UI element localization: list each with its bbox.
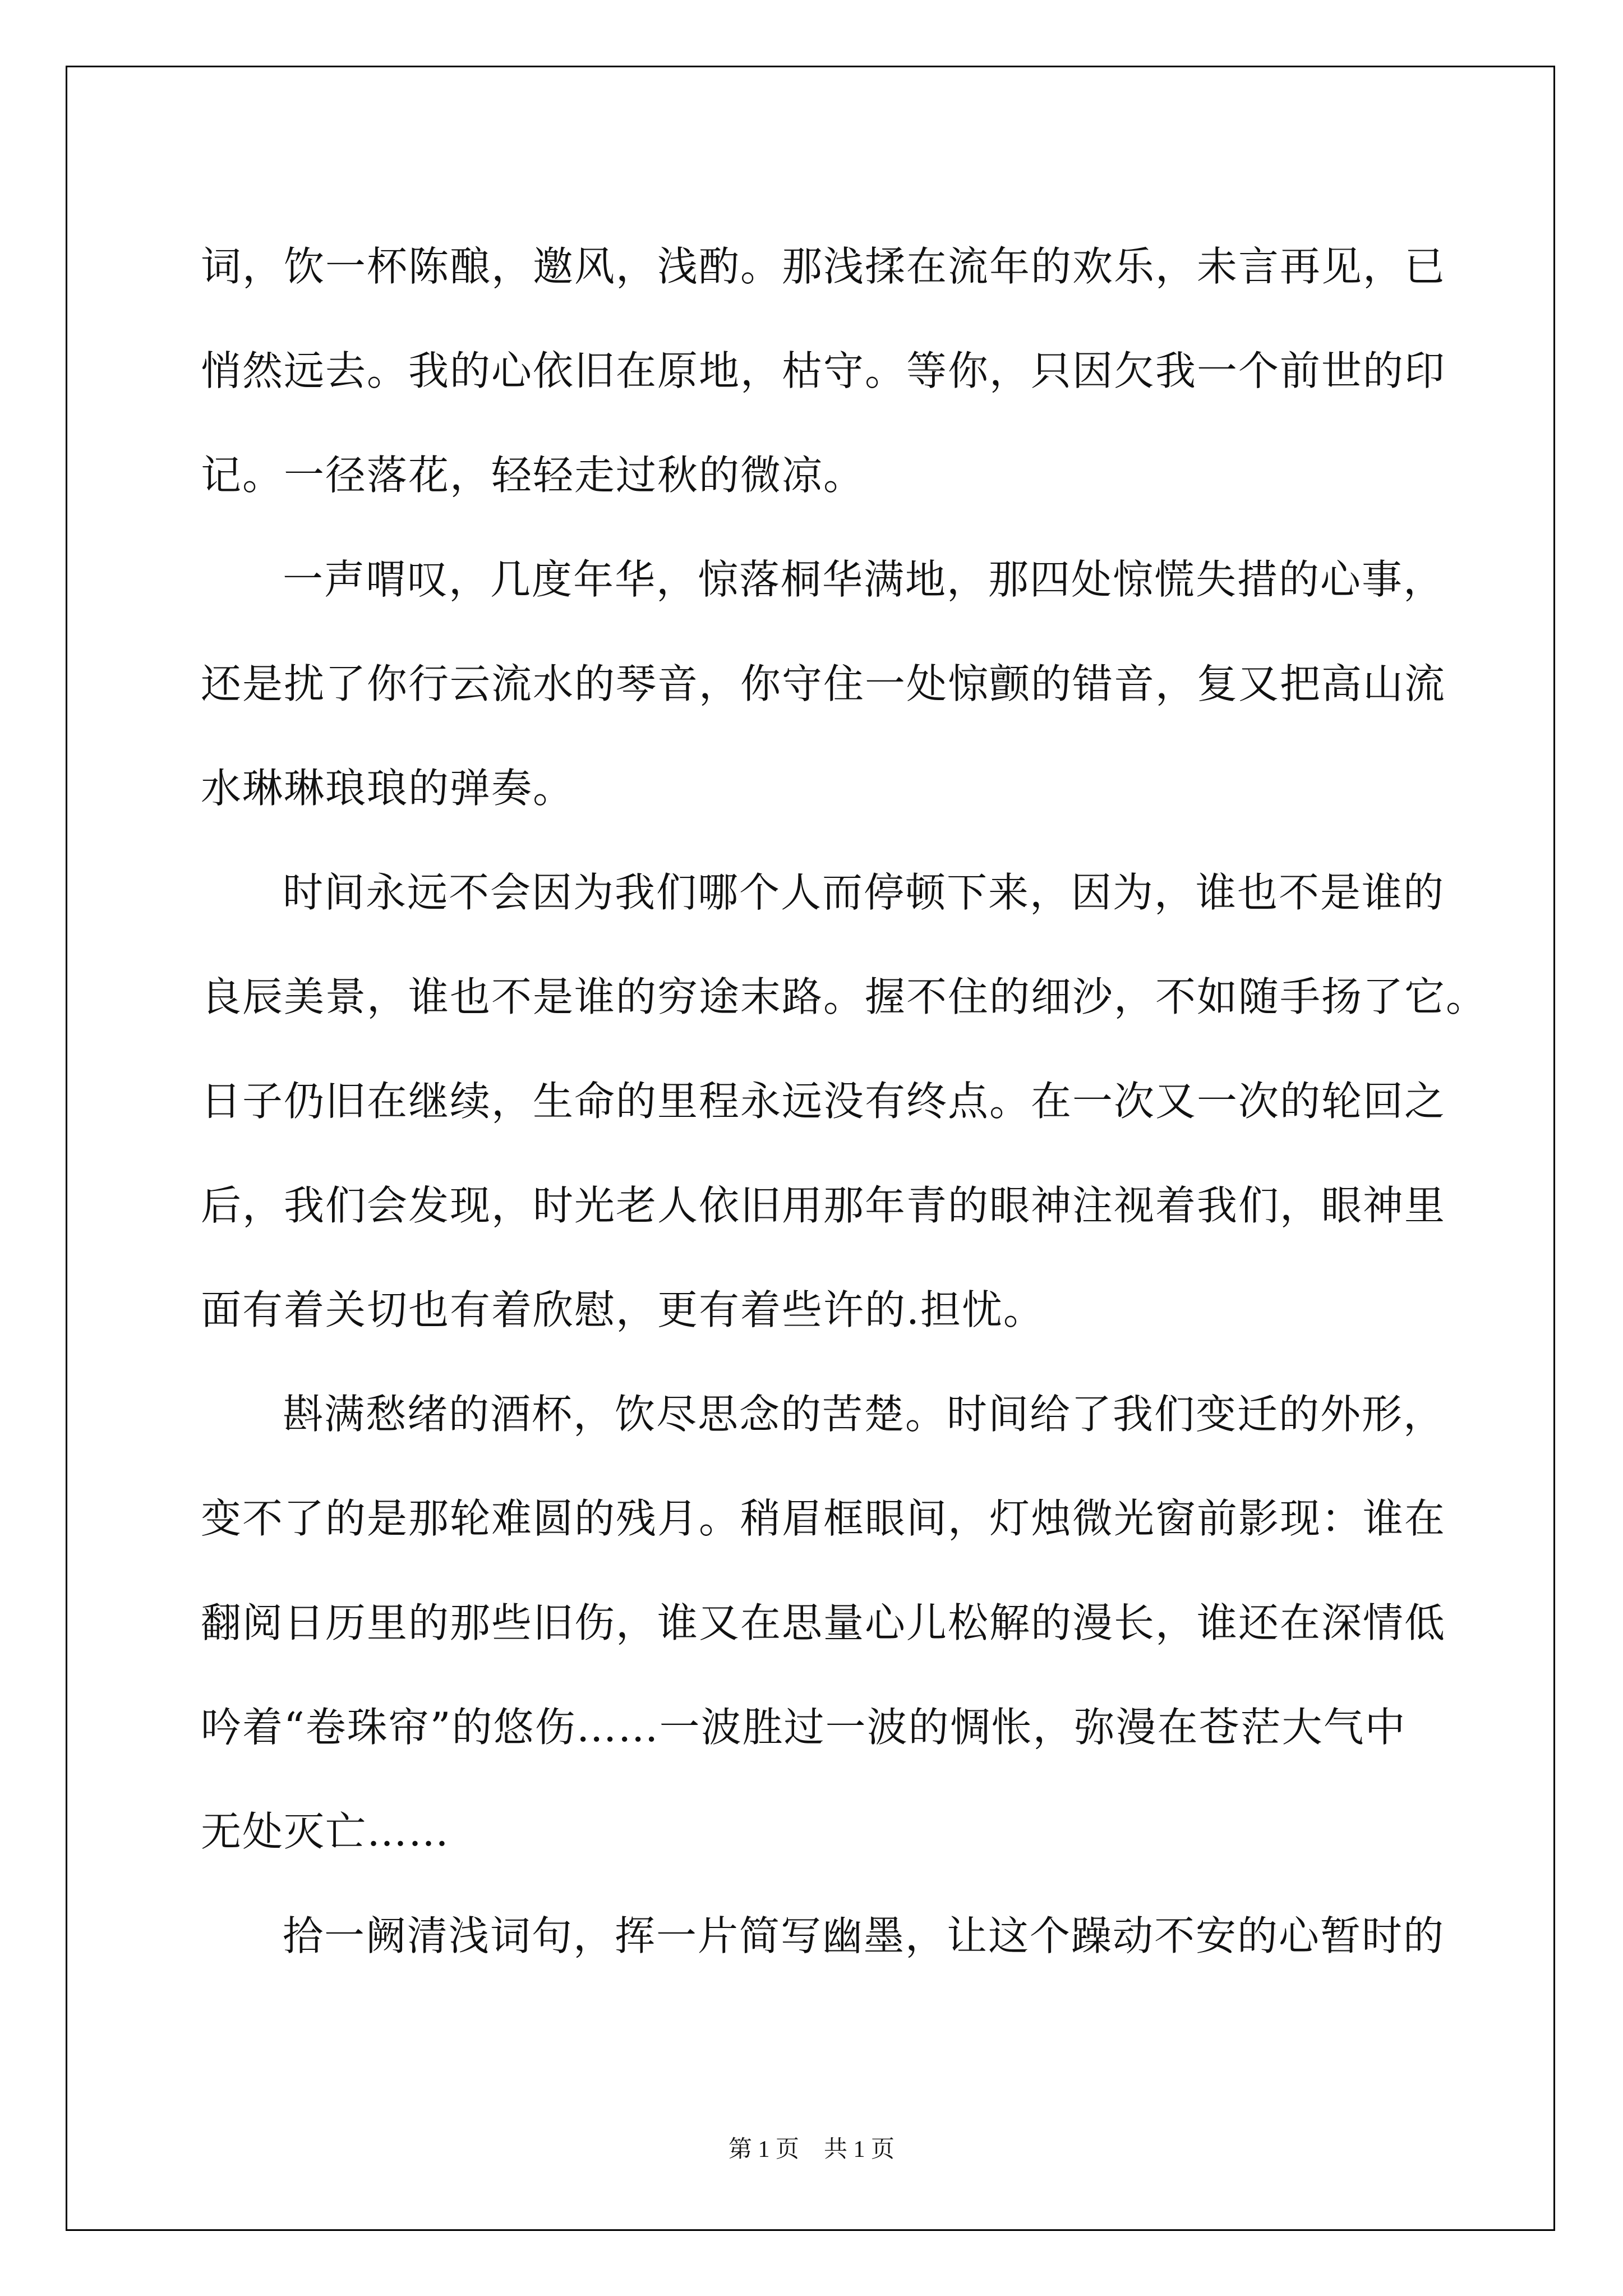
text-line: 一声喟叹，几度年华，惊落桐华满地，那四处惊慌失措的心事， [283,556,1445,603]
paragraph [201,214,1446,527]
text-line: 悄然远去。我的心依旧在原地，枯守。等你，只因欠我一个前世的印 [201,347,1446,394]
page-number: 第 1 页 [728,2137,799,2162]
text-line: 吟着“卷珠帘”的悠伤……一波胜过一波的惆怅，弥漫在苍茫大气中 [201,1704,1407,1751]
text-line: 还是扰了你行云流水的琴音，你守住一处惊颤的错音，复又把高山流 [201,660,1446,707]
text-line: 后，我们会发现，时光老人依旧用那年青的眼神注视着我们，眼神里 [201,1182,1446,1229]
text-line: 记。一径落花，轻轻走过秋的微凉。 [201,452,865,499]
page-footer [0,2131,1623,2164]
text-line: 斟满愁绪的酒杯，饮尽思念的苦楚。时间给了我们变迁的外形， [283,1391,1445,1438]
text-line: 日子仍旧在继续，生命的里程永远没有终点。在一次又一次的轮回之 [201,1078,1446,1125]
text-line: 良辰美景，谁也不是谁的穷途末路。握不住的细沙，不如随手扬了它。 [201,973,1488,1020]
text-line: 拾一阙清浅词句，挥一片简写幽墨，让这个躁动不安的心暂时的 [283,1912,1445,1959]
text-line: 水琳琳琅琅的弹奏。 [201,765,575,812]
document-body [201,214,1488,1988]
paragraph [201,527,1446,840]
text-line: 无处灭亡…… [201,1808,450,1855]
paragraph [201,1884,1445,1988]
page-total: 共 1 页 [824,2137,895,2162]
text-line: 变不了的是那轮难圆的残月。稍眉框眼间，灯烛微光窗前影现：谁在 [201,1495,1446,1542]
paragraph [201,840,1488,1362]
text-line: 面有着关切也有着欣慰，更有着些许的.担忧。 [201,1286,1045,1333]
text-line: 时间永远不会因为我们哪个人而停顿下来，因为，谁也不是谁的 [283,869,1445,916]
paragraph [201,1362,1446,1884]
text-line: 翻阅日历里的那些旧伤，谁又在思量心儿松解的漫长，谁还在深情低 [201,1599,1446,1646]
text-line: 词，饮一杯陈酿，邀风，浅酌。那浅揉在流年的欢乐，未言再见，已 [201,243,1446,290]
